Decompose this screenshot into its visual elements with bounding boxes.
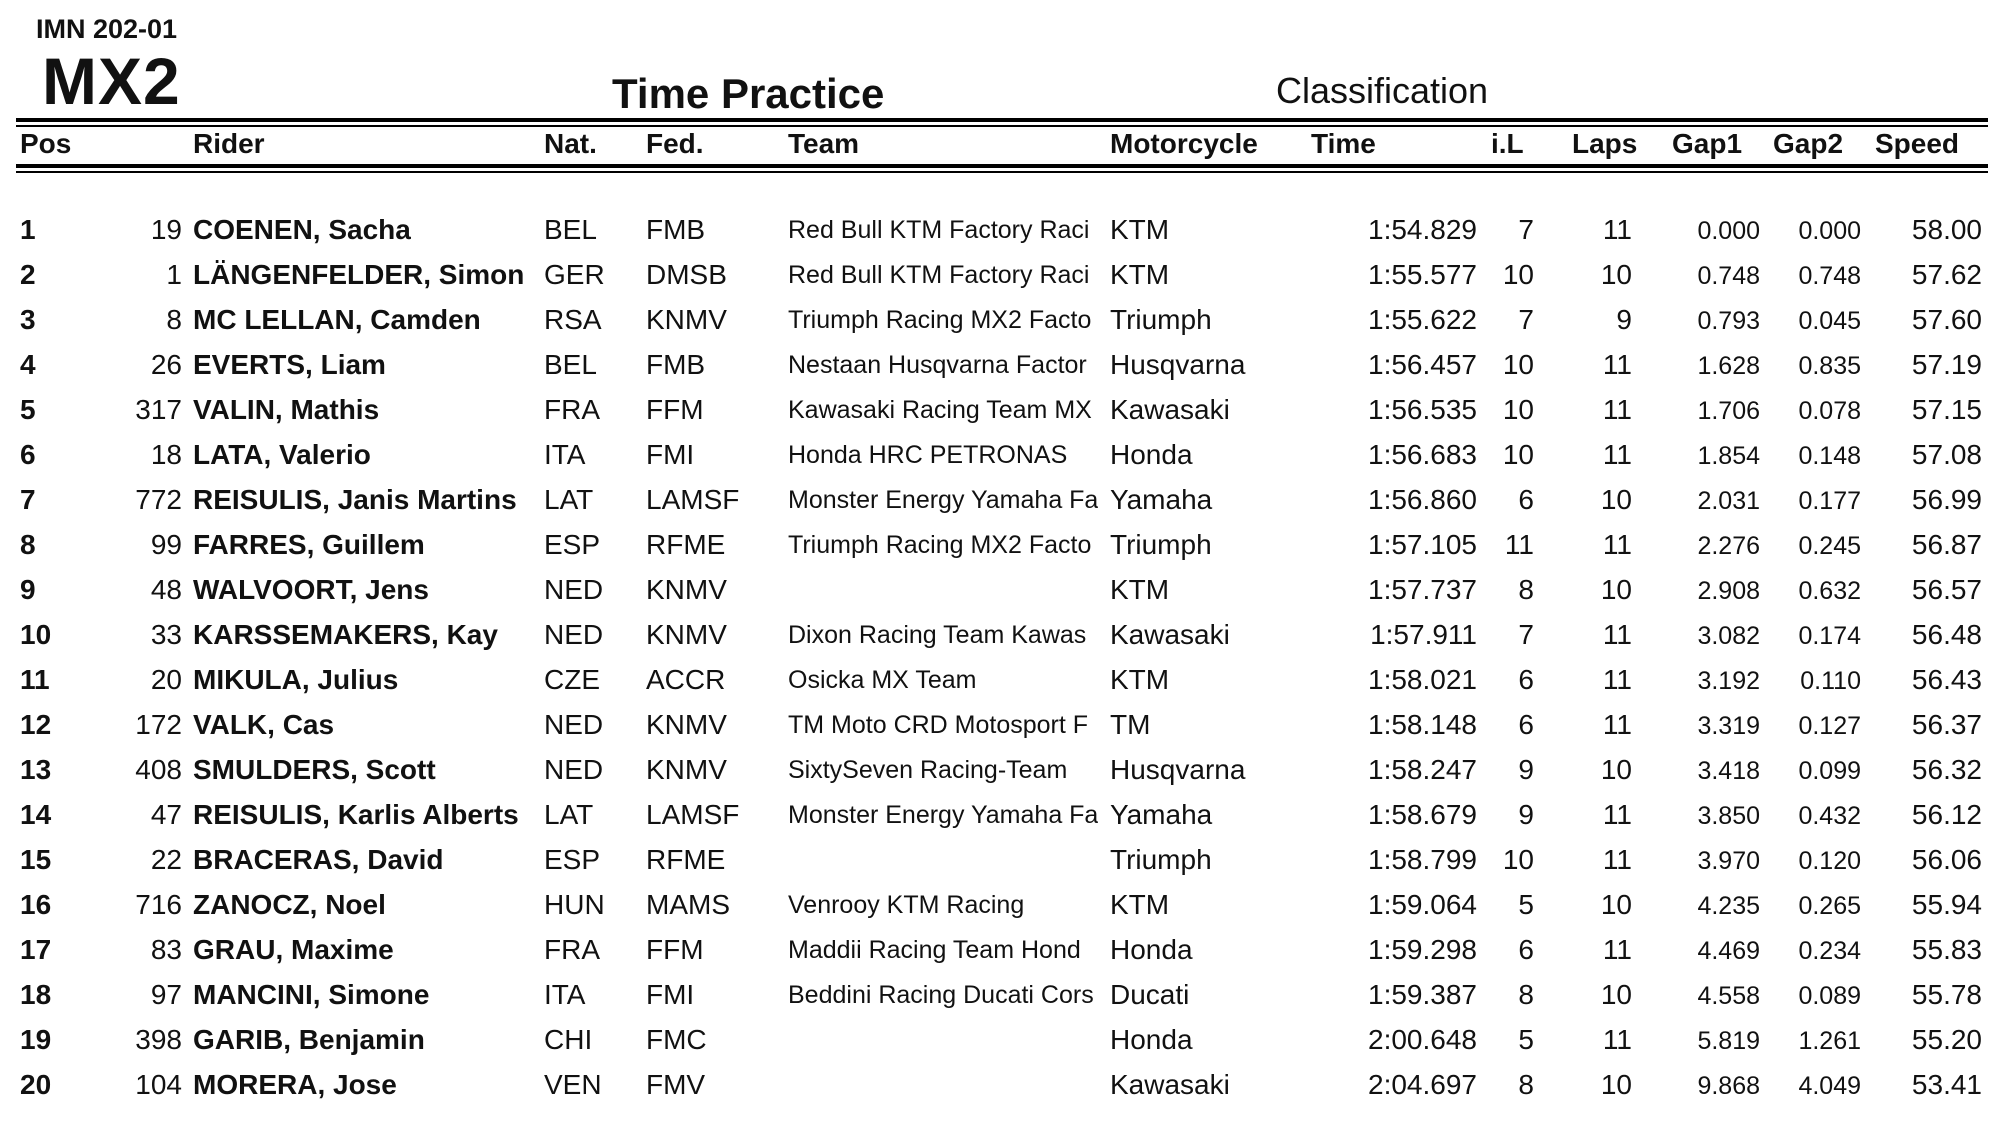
best-lap-index: 8 [1518, 574, 1534, 605]
speed: 53.41 [1911, 1069, 1982, 1100]
table-row [0, 664, 2000, 709]
table-row [0, 214, 2000, 259]
gap-previous: 0.127 [1798, 712, 1861, 740]
nationality: RSA [544, 304, 602, 335]
col-pos: Pos [20, 128, 72, 159]
laps-count: 10 [1600, 1069, 1632, 1100]
laps-count: 10 [1600, 574, 1632, 605]
laps-count: 11 [1602, 349, 1632, 380]
nationality: ESP [544, 844, 601, 875]
table-row [0, 709, 2000, 754]
col-gap1: Gap1 [1672, 128, 1743, 159]
speed: 56.57 [1911, 574, 1982, 605]
gap-previous: 0.000 [1798, 217, 1861, 245]
rider-name: GARIB, Benjamin [193, 1024, 425, 1055]
nationality: LAT [544, 799, 594, 830]
laps-count: 10 [1600, 979, 1632, 1010]
federation: RFME [646, 529, 726, 560]
laps-count: 9 [1616, 304, 1632, 335]
motorcycle: Ducati [1110, 979, 1190, 1010]
table-row [0, 259, 2000, 304]
federation: ACCR [646, 664, 726, 695]
lap-time: 1:59.064 [1368, 889, 1477, 920]
speed: 57.60 [1911, 304, 1982, 335]
gap-previous: 0.632 [1798, 577, 1861, 605]
table-row [0, 754, 2000, 799]
best-lap-index: 7 [1518, 214, 1534, 245]
rider-number: 47 [150, 799, 182, 830]
team-name: TM Moto CRD Motosport F [788, 711, 1089, 739]
rider-name: FARRES, Guillem [193, 529, 425, 560]
lap-time: 1:56.457 [1368, 349, 1477, 380]
gap-first: 3.082 [1697, 622, 1760, 650]
lap-time: 1:54.829 [1368, 214, 1477, 245]
speed: 57.62 [1911, 259, 1982, 290]
table-row [0, 484, 2000, 529]
gap-previous: 0.234 [1798, 937, 1861, 965]
col-speed: Speed [1875, 128, 1960, 159]
table-row [0, 889, 2000, 934]
laps-count: 11 [1602, 844, 1632, 875]
best-lap-index: 6 [1518, 709, 1534, 740]
rider-name: COENEN, Sacha [193, 214, 411, 245]
rider-number: 48 [150, 574, 182, 605]
lap-time: 1:57.737 [1368, 574, 1477, 605]
team-name: Beddini Racing Ducati Cors [788, 981, 1094, 1009]
laps-count: 11 [1602, 394, 1632, 425]
results-table [0, 214, 2000, 1114]
federation: FMB [646, 349, 706, 380]
gap-first: 1.854 [1697, 442, 1760, 470]
position: 12 [20, 709, 52, 740]
gap-previous: 0.099 [1798, 757, 1861, 785]
rider-number: 8 [166, 304, 182, 335]
speed: 56.32 [1911, 754, 1982, 785]
nationality: HUN [544, 889, 605, 920]
nationality: VEN [544, 1069, 602, 1100]
motorcycle: KTM [1110, 214, 1170, 245]
gap-first: 3.970 [1697, 847, 1760, 875]
lap-time: 1:58.247 [1368, 754, 1477, 785]
gap-previous: 0.432 [1798, 802, 1861, 830]
motorcycle: Honda [1110, 1024, 1193, 1055]
gap-first: 4.558 [1697, 982, 1760, 1010]
position: 15 [20, 844, 52, 875]
laps-count: 11 [1602, 799, 1632, 830]
col-fed: Fed. [646, 128, 704, 159]
gap-first: 1.628 [1697, 352, 1760, 380]
best-lap-index: 10 [1502, 349, 1534, 380]
laps-count: 11 [1602, 529, 1632, 560]
federation: KNMV [646, 304, 727, 335]
position: 18 [20, 979, 52, 1010]
rider-name: MC LELLAN, Camden [193, 304, 481, 335]
position: 11 [20, 664, 50, 695]
rider-number: 1 [166, 259, 182, 290]
table-row [0, 1024, 2000, 1069]
classification-label: Classification [1276, 70, 1489, 111]
team-name: Nestaan Husqvarna Factor [788, 351, 1087, 379]
rider-name: EVERTS, Liam [193, 349, 386, 380]
rider-name: MIKULA, Julius [193, 664, 399, 695]
position: 6 [20, 439, 36, 470]
motorcycle: Husqvarna [1110, 754, 1246, 785]
rider-name: GRAU, Maxime [193, 934, 394, 965]
gap-previous: 1.261 [1798, 1027, 1861, 1055]
speed: 56.43 [1911, 664, 1982, 695]
federation: FMV [646, 1069, 706, 1100]
table-row [0, 349, 2000, 394]
best-lap-index: 6 [1518, 934, 1534, 965]
col-il: i.L [1491, 128, 1524, 159]
motorcycle: Honda [1110, 439, 1193, 470]
laps-count: 11 [1602, 1024, 1632, 1055]
gap-first: 0.000 [1697, 217, 1760, 245]
federation: KNMV [646, 574, 727, 605]
team-name: Monster Energy Yamaha Fa [788, 801, 1099, 829]
speed: 55.83 [1911, 934, 1982, 965]
rider-name: REISULIS, Janis Martins [193, 484, 517, 515]
best-lap-index: 5 [1518, 889, 1534, 920]
gap-first: 4.469 [1697, 937, 1760, 965]
lap-time: 1:55.622 [1368, 304, 1477, 335]
table-row [0, 934, 2000, 979]
motorcycle: Husqvarna [1110, 349, 1246, 380]
gap-first: 1.706 [1697, 397, 1760, 425]
best-lap-index: 9 [1518, 754, 1534, 785]
motorcycle: Yamaha [1110, 484, 1213, 515]
motorcycle: Yamaha [1110, 799, 1213, 830]
federation: FMI [646, 979, 695, 1010]
laps-count: 11 [1602, 709, 1632, 740]
lap-time: 1:59.298 [1368, 934, 1477, 965]
gap-previous: 0.089 [1798, 982, 1861, 1010]
gap-previous: 0.120 [1798, 847, 1861, 875]
gap-first: 0.748 [1697, 262, 1760, 290]
position: 9 [20, 574, 36, 605]
position: 13 [20, 754, 52, 785]
rider-number: 19 [150, 214, 182, 245]
gap-previous: 0.078 [1798, 397, 1861, 425]
motorcycle: KTM [1110, 889, 1170, 920]
header-rule-bottom [16, 164, 1988, 168]
federation: DMSB [646, 259, 727, 290]
position: 10 [20, 619, 52, 650]
lap-time: 1:57.105 [1368, 529, 1477, 560]
best-lap-index: 10 [1502, 394, 1534, 425]
speed: 58.00 [1911, 214, 1982, 245]
rider-number: 97 [150, 979, 182, 1010]
federation: FMI [646, 439, 695, 470]
rider-name: REISULIS, Karlis Alberts [193, 799, 519, 830]
rider-number: 83 [150, 934, 182, 965]
team-name: Red Bull KTM Factory Raci [788, 261, 1090, 289]
best-lap-index: 7 [1518, 304, 1534, 335]
rider-number: 22 [150, 844, 182, 875]
gap-first: 2.276 [1697, 532, 1760, 560]
best-lap-index: 10 [1502, 439, 1534, 470]
rider-name: ZANOCZ, Noel [193, 889, 386, 920]
rider-name: LÄNGENFELDER, Simon [193, 259, 525, 290]
rider-name: KARSSEMAKERS, Kay [193, 619, 498, 650]
session-title: Time Practice [612, 70, 885, 117]
rider-number: 99 [150, 529, 182, 560]
laps-count: 10 [1600, 484, 1632, 515]
federation: KNMV [646, 709, 727, 740]
speed: 56.48 [1911, 619, 1982, 650]
best-lap-index: 10 [1502, 259, 1534, 290]
nationality: CHI [544, 1024, 593, 1055]
speed: 56.87 [1911, 529, 1982, 560]
position: 20 [20, 1069, 52, 1100]
nationality: ITA [544, 979, 586, 1010]
laps-count: 11 [1602, 619, 1632, 650]
lap-time: 1:58.148 [1368, 709, 1477, 740]
motorcycle: Triumph [1110, 529, 1212, 560]
rider-number: 18 [150, 439, 182, 470]
gap-first: 9.868 [1697, 1072, 1760, 1100]
nationality: ITA [544, 439, 586, 470]
position: 1 [20, 214, 36, 245]
table-header [0, 126, 2000, 164]
federation: LAMSF [646, 484, 740, 515]
team-name: Red Bull KTM Factory Raci [788, 216, 1090, 244]
motorcycle: Honda [1110, 934, 1193, 965]
class-title: MX2 [42, 44, 181, 118]
rider-number: 716 [135, 889, 182, 920]
federation: KNMV [646, 619, 727, 650]
rider-number: 26 [150, 349, 182, 380]
col-team: Team [788, 128, 860, 159]
lap-time: 2:04.697 [1368, 1069, 1477, 1100]
document-code: IMN 202-01 [36, 14, 178, 44]
col-motorcycle: Motorcycle [1110, 128, 1258, 159]
speed: 56.06 [1911, 844, 1982, 875]
rider-number: 20 [150, 664, 182, 695]
team-name: Venrooy KTM Racing [788, 891, 1025, 919]
nationality: ESP [544, 529, 601, 560]
rider-name: MANCINI, Simone [193, 979, 430, 1010]
gap-first: 5.819 [1697, 1027, 1760, 1055]
table-row [0, 304, 2000, 349]
rider-name: VALK, Cas [193, 709, 335, 740]
position: 17 [20, 934, 52, 965]
gap-previous: 0.148 [1798, 442, 1861, 470]
rider-number: 408 [135, 754, 182, 785]
gap-first: 3.319 [1697, 712, 1760, 740]
laps-count: 11 [1602, 214, 1632, 245]
nationality: BEL [544, 349, 597, 380]
gap-first: 3.192 [1697, 667, 1760, 695]
lap-time: 1:58.799 [1368, 844, 1477, 875]
col-laps: Laps [1572, 128, 1638, 159]
table-row [0, 619, 2000, 664]
speed: 56.12 [1911, 799, 1982, 830]
lap-time: 1:56.683 [1368, 439, 1477, 470]
gap-previous: 0.045 [1798, 307, 1861, 335]
col-gap2: Gap2 [1773, 128, 1844, 159]
table-row [0, 799, 2000, 844]
team-name: Kawasaki Racing Team MX [788, 396, 1092, 424]
rider-name: VALIN, Mathis [193, 394, 380, 425]
gap-first: 3.850 [1697, 802, 1760, 830]
laps-count: 10 [1600, 754, 1632, 785]
best-lap-index: 6 [1518, 664, 1534, 695]
federation: LAMSF [646, 799, 740, 830]
position: 14 [20, 799, 52, 830]
nationality: FRA [544, 394, 600, 425]
nationality: FRA [544, 934, 600, 965]
rider-number: 398 [135, 1024, 182, 1055]
table-row [0, 394, 2000, 439]
lap-time: 1:56.535 [1368, 394, 1477, 425]
gap-first: 0.793 [1697, 307, 1760, 335]
col-time: Time [1311, 128, 1376, 159]
lap-time: 1:58.679 [1368, 799, 1477, 830]
federation: FMC [646, 1024, 707, 1055]
federation: FFM [646, 394, 704, 425]
motorcycle: KTM [1110, 259, 1170, 290]
rider-name: BRACERAS, David [193, 844, 444, 875]
nationality: GER [544, 259, 605, 290]
table-row [0, 574, 2000, 619]
table-row [0, 844, 2000, 889]
best-lap-index: 6 [1518, 484, 1534, 515]
position: 3 [20, 304, 36, 335]
lap-time: 1:57.911 [1370, 619, 1477, 650]
gap-first: 2.908 [1697, 577, 1760, 605]
motorcycle: Kawasaki [1110, 394, 1230, 425]
federation: FMB [646, 214, 706, 245]
motorcycle: Kawasaki [1110, 619, 1230, 650]
gap-first: 2.031 [1697, 487, 1760, 515]
gap-previous: 0.265 [1798, 892, 1861, 920]
gap-previous: 0.835 [1798, 352, 1861, 380]
motorcycle: KTM [1110, 574, 1170, 605]
table-row [0, 979, 2000, 1024]
nationality: NED [544, 709, 604, 740]
table-row [0, 1069, 2000, 1114]
best-lap-index: 8 [1518, 979, 1534, 1010]
speed: 57.19 [1911, 349, 1982, 380]
best-lap-index: 8 [1518, 1069, 1534, 1100]
gap-first: 4.235 [1697, 892, 1760, 920]
speed: 56.99 [1911, 484, 1982, 515]
gap-previous: 0.245 [1798, 532, 1861, 560]
lap-time: 1:56.860 [1368, 484, 1477, 515]
lap-time: 1:58.021 [1368, 664, 1477, 695]
rider-number: 33 [150, 619, 182, 650]
laps-count: 11 [1602, 664, 1632, 695]
speed: 56.37 [1911, 709, 1982, 740]
nationality: NED [544, 754, 604, 785]
nationality: NED [544, 574, 604, 605]
best-lap-index: 10 [1502, 844, 1534, 875]
position: 4 [20, 349, 36, 380]
header-rule-bottom-thin [16, 171, 1988, 173]
nationality: LAT [544, 484, 594, 515]
best-lap-index: 9 [1518, 799, 1534, 830]
col-rider: Rider [193, 128, 265, 159]
federation: KNMV [646, 754, 727, 785]
speed: 57.08 [1911, 439, 1982, 470]
federation: RFME [646, 844, 726, 875]
gap-previous: 0.748 [1798, 262, 1861, 290]
lap-time: 1:59.387 [1368, 979, 1477, 1010]
motorcycle: Triumph [1110, 304, 1212, 335]
team-name: Maddii Racing Team Hond [788, 936, 1081, 964]
gap-first: 3.418 [1697, 757, 1760, 785]
header-rule-top [16, 118, 1988, 122]
position: 19 [20, 1024, 52, 1055]
nationality: NED [544, 619, 604, 650]
speed: 55.94 [1911, 889, 1982, 920]
best-lap-index: 11 [1504, 529, 1534, 560]
speed: 55.78 [1911, 979, 1982, 1010]
team-name: Triumph Racing MX2 Facto [788, 306, 1092, 334]
team-name: SixtySeven Racing-Team [788, 756, 1068, 784]
rider-name: SMULDERS, Scott [193, 754, 436, 785]
nationality: BEL [544, 214, 597, 245]
gap-previous: 4.049 [1798, 1072, 1861, 1100]
motorcycle: TM [1110, 709, 1151, 740]
team-name: Honda HRC PETRONAS [788, 441, 1068, 469]
best-lap-index: 7 [1518, 619, 1534, 650]
speed: 55.20 [1911, 1024, 1982, 1055]
rider-name: MORERA, Jose [193, 1069, 397, 1100]
position: 2 [20, 259, 36, 290]
position: 5 [20, 394, 36, 425]
gap-previous: 0.177 [1798, 487, 1861, 515]
laps-count: 10 [1600, 889, 1632, 920]
lap-time: 2:00.648 [1368, 1024, 1477, 1055]
team-name: Osicka MX Team [788, 666, 977, 694]
gap-previous: 0.174 [1798, 622, 1861, 650]
laps-count: 11 [1602, 934, 1632, 965]
lap-time: 1:55.577 [1368, 259, 1477, 290]
rider-number: 104 [135, 1069, 182, 1100]
rider-number: 317 [135, 394, 182, 425]
motorcycle: Triumph [1110, 844, 1212, 875]
best-lap-index: 5 [1518, 1024, 1534, 1055]
federation: FFM [646, 934, 704, 965]
laps-count: 10 [1600, 259, 1632, 290]
team-name: Triumph Racing MX2 Facto [788, 531, 1092, 559]
speed: 57.15 [1911, 394, 1982, 425]
team-name: Monster Energy Yamaha Fa [788, 486, 1099, 514]
motorcycle: Kawasaki [1110, 1069, 1230, 1100]
federation: MAMS [646, 889, 730, 920]
motorcycle: KTM [1110, 664, 1170, 695]
rider-number: 172 [135, 709, 182, 740]
gap-previous: 0.110 [1800, 667, 1861, 695]
table-row [0, 439, 2000, 484]
team-name: Dixon Racing Team Kawas [788, 621, 1087, 649]
position: 16 [20, 889, 52, 920]
rider-number: 772 [135, 484, 182, 515]
position: 8 [20, 529, 36, 560]
laps-count: 11 [1602, 439, 1632, 470]
col-nat: Nat. [544, 128, 597, 159]
position: 7 [20, 484, 36, 515]
table-row [0, 529, 2000, 574]
nationality: CZE [544, 664, 600, 695]
rider-name: WALVOORT, Jens [193, 574, 429, 605]
rider-name: LATA, Valerio [193, 439, 371, 470]
